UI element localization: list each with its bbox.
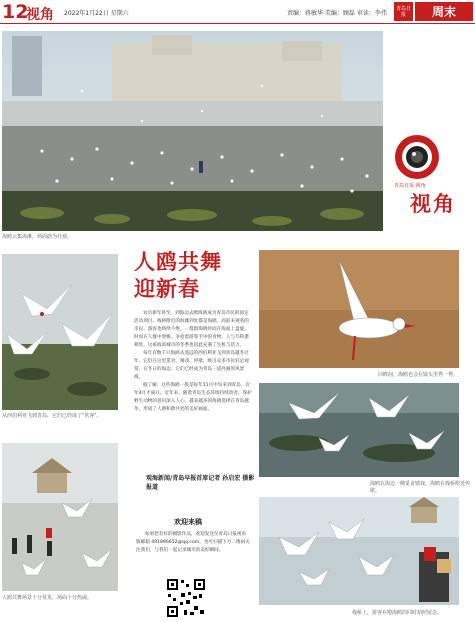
camera-icon bbox=[394, 134, 440, 180]
photo-gulls-beach bbox=[2, 31, 383, 231]
caption-bottom-left: 人鸥共舞场景十分常见，场面十分热闹。 bbox=[2, 595, 93, 601]
article-paragraph: 农历新年将至，到海边去喂海鸥成为青岛市民的固定活动项目。栈桥附近的海滩到处都是海鸥，而前来观看的市民、游客也络绎不绝。一群群海鸥时而在海面上盘旋，时而在人群中穿梭，争抢着游客手中的食物，人与鸟和谐相处，这座海滨城市的冬季也因此充满了生机与活力。 bbox=[134, 311, 249, 348]
qr-code-icon[interactable] bbox=[166, 578, 206, 618]
welcome-text: 如果您有好的摄影作品，欢迎发送至青岛日报视角版邮箱 491896652@qq.com，也可扫描下方二维码关注我们，与我们一起记录城市的美好瞬间。 bbox=[136, 532, 250, 553]
caption-top: 海鸥云集海滩，场面蔚为壮观。 bbox=[2, 234, 73, 240]
editor-credits: 责编：蒋敏华 美编：顾磊 审读：李伟 bbox=[287, 10, 387, 17]
side-logo-text: 青岛日报·视角 bbox=[394, 183, 426, 189]
weekend-badge: 周末 bbox=[415, 2, 473, 21]
photo-gulls-shore bbox=[259, 383, 459, 477]
headline-line-1: 人鸥共舞 bbox=[134, 249, 222, 274]
article-paragraph: 每年有数千只海鸥从遥远的西伯利亚飞到青岛越冬过年，它们在这里觅食、嬉戏、停歇，吸引众多市民驻足观赏，在冬日的海边，它们已经成为青岛一道亮丽的风景线。 bbox=[134, 351, 249, 380]
page-number: 12 bbox=[2, 1, 29, 23]
article-headline bbox=[134, 248, 254, 302]
photo-people-feeding-gulls bbox=[2, 443, 118, 591]
article-paragraph: 据了解，这些海鸥一般是每年11月中旬来到青岛，次年4月才离开。近年来，随着青岛生态环境持续改善，保护野生动物的意识深入人心，越来越多的海鸥选择在青岛越冬，形成了人鸥和谐共处的美好画面。 bbox=[134, 383, 252, 412]
issue-date: 2022年1月22日 星期六 bbox=[64, 10, 129, 17]
article-byline: 观海新闻/青岛早报首席记者 孙启宏 摄影报道 bbox=[146, 475, 255, 491]
article-body bbox=[134, 310, 252, 414]
side-section-title: 视角 bbox=[410, 191, 456, 216]
welcome-title: 欢迎来稿 bbox=[174, 518, 202, 526]
caption-right-middle: 回眸间，海鸥也会在镜头里秀一秀。 bbox=[378, 372, 459, 378]
newspaper-logo: 青岛日报 bbox=[394, 2, 413, 21]
headline-line-2: 迎新春 bbox=[134, 276, 200, 301]
header-divider bbox=[0, 23, 475, 24]
photo-gulls-flying-left bbox=[2, 254, 118, 410]
caption-right-lower: 海鸥在海边一侧觅食嬉戏，海鸥在栈桥附近停歇。 bbox=[370, 481, 471, 494]
caption-bottom-right: 栈桥上，游客在喂海鸥的同时拍照留念。 bbox=[352, 610, 443, 616]
caption-left-middle: 从西伯利亚飞到青岛，它们已经成了"常客"。 bbox=[2, 413, 102, 419]
photo-gull-closeup bbox=[259, 250, 459, 368]
photo-pier-tourists bbox=[259, 497, 459, 605]
section-title: 视角 bbox=[26, 7, 54, 23]
